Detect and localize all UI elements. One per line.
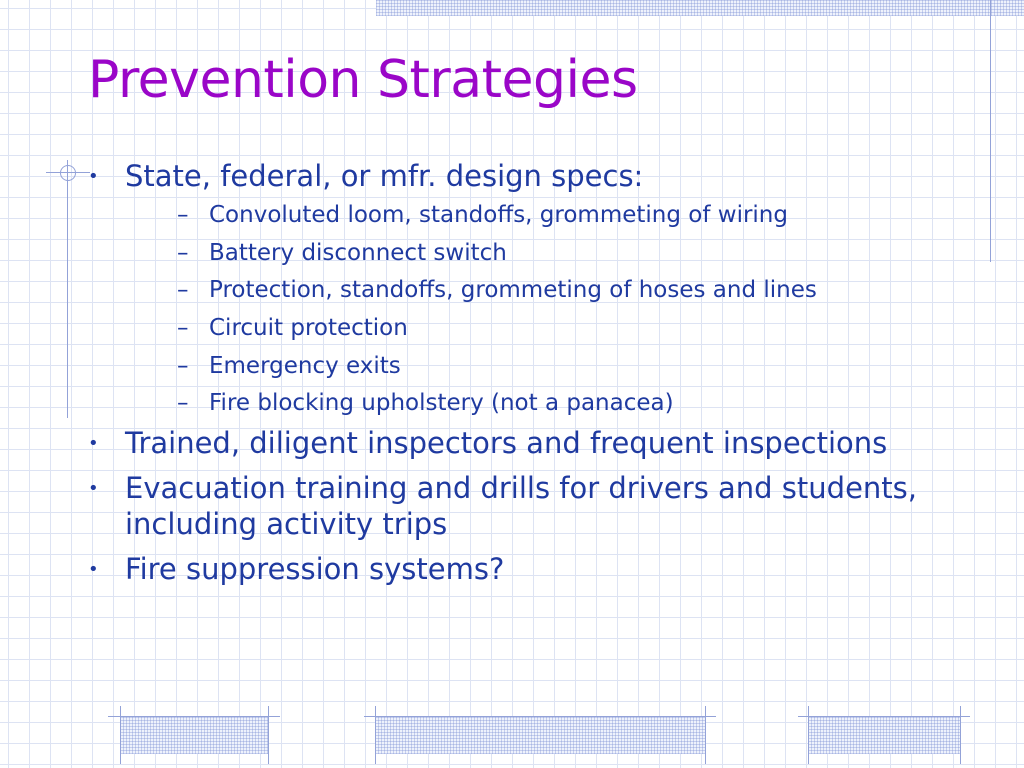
bottom-tick-2b bbox=[705, 706, 706, 764]
dash-icon: – bbox=[177, 352, 189, 379]
sub-bullet-text: Protection, standoffs, grommeting of hoses and lines bbox=[209, 277, 817, 304]
bullet-item bbox=[86, 551, 966, 587]
sub-bullet-text: Fire blocking upholstery (not a panacea) bbox=[209, 390, 674, 417]
bullet-icon: • bbox=[88, 166, 99, 187]
bottom-tick-3a bbox=[808, 706, 809, 764]
sub-bullet-item bbox=[125, 238, 966, 268]
sub-bullet-item bbox=[125, 351, 966, 381]
bottom-rule-1 bbox=[108, 716, 280, 717]
slide-body bbox=[86, 158, 966, 596]
dash-icon: – bbox=[177, 202, 189, 228]
dash-icon: – bbox=[177, 315, 189, 342]
bullet-text: Trained, diligent inspectors and frequent inspections bbox=[125, 426, 888, 461]
bullet-item bbox=[86, 470, 966, 542]
sub-bullet-item bbox=[125, 200, 966, 230]
bullet-icon: • bbox=[88, 433, 99, 455]
top-right-hatched-band bbox=[376, 0, 1024, 16]
left-vertical-rule bbox=[67, 160, 68, 418]
bottom-rule-2 bbox=[364, 716, 716, 717]
bullet-item bbox=[86, 425, 966, 461]
sub-bullet-text: Emergency exits bbox=[209, 352, 401, 379]
bullet-list bbox=[86, 158, 966, 587]
dash-icon: – bbox=[177, 239, 189, 266]
bullet-icon: • bbox=[88, 559, 99, 581]
bottom-hatched-box-1 bbox=[120, 716, 268, 754]
sub-bullet-text: Circuit protection bbox=[209, 315, 408, 342]
dash-icon: – bbox=[177, 390, 189, 417]
bottom-rule-3 bbox=[798, 716, 970, 717]
bullet-icon: • bbox=[88, 478, 99, 500]
bullet-text: Evacuation training and drills for drivers and students, including activity trips bbox=[125, 471, 917, 542]
sub-bullet-text: Battery disconnect switch bbox=[209, 239, 507, 266]
bottom-tick-1b bbox=[268, 706, 269, 764]
bottom-hatched-box-3 bbox=[808, 716, 960, 754]
slide-title: Prevention Strategies bbox=[88, 50, 638, 110]
bottom-tick-2a bbox=[375, 706, 376, 764]
bullet-item bbox=[86, 158, 966, 418]
bottom-tick-1a bbox=[120, 706, 121, 764]
sub-bullet-item bbox=[125, 275, 966, 305]
bottom-tick-3b bbox=[960, 706, 961, 764]
dash-icon: – bbox=[177, 277, 189, 304]
sub-bullet-text: Convoluted loom, standoffs, grommeting of wiring bbox=[209, 202, 788, 228]
crosshair-circle-icon bbox=[60, 165, 76, 181]
right-vertical-rule bbox=[990, 0, 991, 262]
bullet-text: State, federal, or mfr. design specs: bbox=[125, 159, 644, 193]
bottom-hatched-box-2 bbox=[375, 716, 705, 754]
sub-bullet-item bbox=[125, 313, 966, 343]
sub-bullet-item bbox=[125, 388, 966, 418]
bullet-text: Fire suppression systems? bbox=[125, 552, 505, 587]
sub-bullet-list bbox=[125, 200, 966, 418]
